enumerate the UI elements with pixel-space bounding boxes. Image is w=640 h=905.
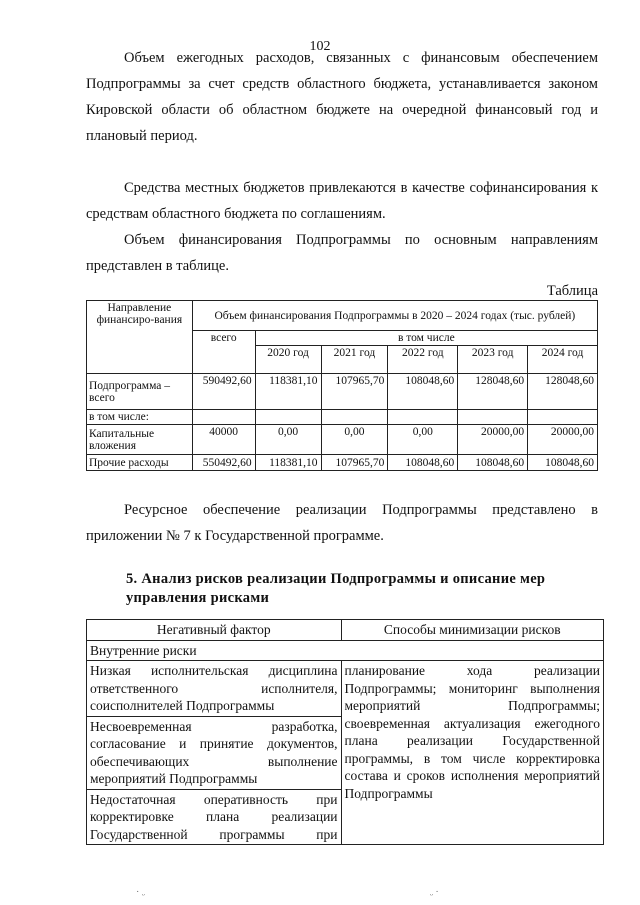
header-year: 2020 год — [255, 346, 321, 374]
row-label: в том числе: — [87, 410, 193, 425]
cell-value: 118381,10 — [255, 374, 321, 410]
cell-value: 118381,10 — [255, 455, 321, 471]
row-label: Капитальные вложения — [87, 425, 193, 455]
section-title: 5. Анализ рисков реализации Подпрограммы и описание мер управления рисками — [126, 571, 546, 606]
row-label: Подпрограмма – всего — [87, 374, 193, 410]
header-year: 2021 год — [321, 346, 388, 374]
table-caption: Таблица — [546, 283, 598, 299]
header-year: 2024 год — [528, 346, 598, 374]
table-row — [87, 374, 598, 410]
cell-value: 108048,60 — [528, 455, 598, 471]
group-internal-risks: Внутренние риски — [87, 640, 604, 661]
cell-value: 40000 — [192, 425, 255, 455]
header-total: всего — [192, 331, 255, 374]
cell-value: 128048,60 — [458, 374, 528, 410]
cell-value: 20000,00 — [528, 425, 598, 455]
header-direction: Направление финансиро-вания — [87, 301, 193, 374]
cell-value: 108048,60 — [458, 455, 528, 471]
header-minimization-methods: Способы минимизации рисков — [341, 620, 603, 641]
risk-factor: Недостаточная оперативность при корректировке плана реализации Государственной программы при — [87, 789, 342, 845]
financing-table — [86, 300, 598, 471]
table-row — [87, 425, 598, 455]
cell-value: 0,00 — [321, 425, 388, 455]
risk-table — [86, 619, 604, 845]
paragraph-financing-regional: Объем ежегодных расходов, связанных с финансовым обеспечением Подпрограммы за счет средств областного бюджета, устанавливается законом Кировской области об областном бюджете на очередной финансовый год и плановый период. — [86, 50, 598, 144]
cell-value: 107965,70 — [321, 374, 388, 410]
cell-value: 128048,60 — [528, 374, 598, 410]
risk-factor: Низкая исполнительская дисциплина ответственного исполнителя, соисполнителей Подпрограммы — [87, 661, 342, 717]
cell-value: 590492,60 — [192, 374, 255, 410]
page-number: 102 — [309, 39, 331, 54]
header-negative-factor: Негативный фактор — [87, 620, 342, 641]
cell-value: 550492,60 — [192, 455, 255, 471]
header-including: в том числе — [255, 331, 597, 346]
cell-value: 108048,60 — [388, 374, 458, 410]
paragraph-local-budgets: Средства местных бюджетов привлекаются в качестве софинансирования к средствам областного бюджета по соглашениям. — [86, 180, 598, 222]
risk-methods: планирование хода реализации Подпрограммы; мониторинг выполнения мероприятий Подпрограммы; своевременная актуализация ежегодного плана реализации Государственной программы, в том числе корректировка состава и сроков исполнения мероприятий Подпрограммы — [341, 661, 603, 845]
scan-mark: ᵕ ˙ — [430, 890, 439, 901]
paragraph-volume-table-intro: Объем финансирования Подпрограммы по основным направлениям представлен в таблице. — [86, 232, 598, 274]
header-year: 2023 год — [458, 346, 528, 374]
scan-mark: ˙ ᵕ — [136, 890, 145, 901]
cell-value: 20000,00 — [458, 425, 528, 455]
header-volume: Объем финансирования Подпрограммы в 2020 – 2024 годах (тыс. рублей) — [192, 301, 597, 331]
cell-value: 108048,60 — [388, 455, 458, 471]
cell-value: 0,00 — [255, 425, 321, 455]
table-row — [87, 455, 598, 471]
risk-factor: Несвоевременная разработка, согласование и принятие документов, обеспечивающих выполнение мероприятий Подпрограммы — [87, 716, 342, 789]
header-year: 2022 год — [388, 346, 458, 374]
cell-value: 0,00 — [388, 425, 458, 455]
cell-value: 107965,70 — [321, 455, 388, 471]
paragraph-resource-support: Ресурсное обеспечение реализации Подпрограммы представлено в приложении № 7 к Государственной программе. — [86, 502, 598, 544]
row-label: Прочие расходы — [87, 455, 193, 471]
table-row — [87, 410, 598, 425]
